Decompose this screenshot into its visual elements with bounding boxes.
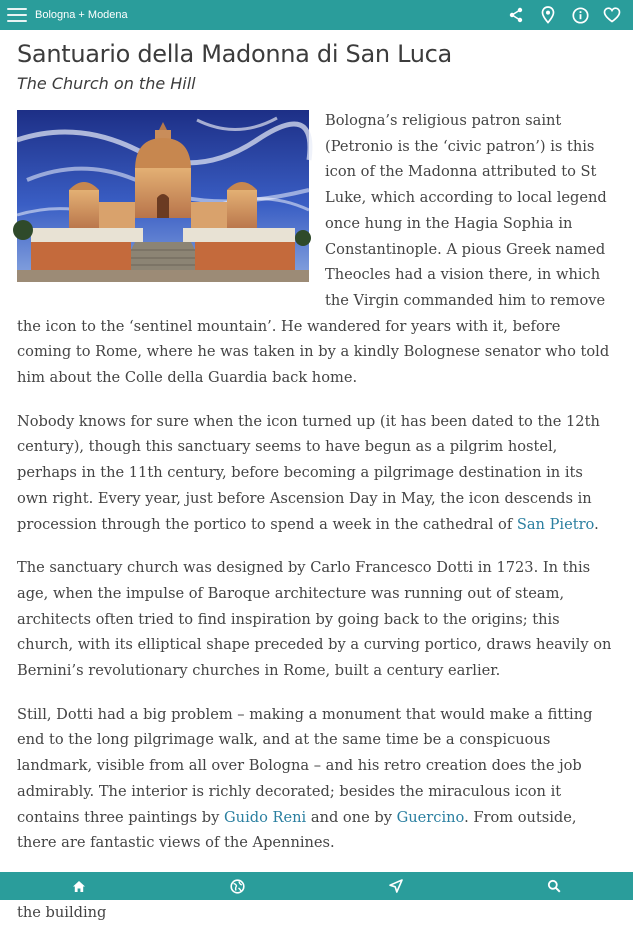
- search-icon[interactable]: [524, 872, 584, 900]
- menu-icon[interactable]: [7, 8, 27, 22]
- navigate-icon[interactable]: [366, 872, 426, 900]
- article-body: [17, 108, 617, 925]
- top-app-bar: [0, 0, 633, 30]
- globe-icon[interactable]: [207, 872, 267, 900]
- article: [17, 36, 617, 921]
- paragraph-3: The sanctuary church was designed by Carlo Francesco Dotti in 1723. In this age, when the impulse of Baroque architecture was running out of steam, architects often tried to find inspiration by going back to the origins; this church, with its elliptical shape preceded by a curving portico, draws heavily on Bernini’s revolutionary churches in Rome, built a century earlier.: [17, 559, 612, 680]
- link-san-pietro[interactable]: San Pietro: [516, 515, 595, 533]
- bottom-nav: [0, 872, 633, 900]
- page-title: Santuario della Madonna di San Luca: [17, 40, 452, 68]
- info-icon[interactable]: [571, 6, 589, 24]
- paragraph-2: Nobody knows for sure when the icon turned up (it has been dated to the 12th century), though this sanctuary seems to have begun as a pilgrim hostel, perhaps in the 11th century, before becoming a pilgrimage destination in its own right. Every year, just before Ascension Day in May, the icon descends in procession through the portico to spend a week in the cathedral of San Pietro.: [17, 412, 600, 533]
- paragraph-1: Bologna’s religious patron saint (Petronio is the ‘civic patron’) is this icon of the Madonna attributed to St Luke, which according to local legend once hung in the Hagia Sophia in Constantinople. A pious Greek named Theocles had a vision there, in which the Virgin commanded him to remove the icon to the ‘sentinel mountain’. He wandered for years with it, before coming to Rome, where he was taken in by a kindly Bolognese senator who told him about the Colle della Guardia back home.: [17, 112, 610, 387]
- heart-icon[interactable]: [603, 6, 621, 24]
- page-subtitle: The Church on the Hill: [17, 74, 196, 93]
- share-icon[interactable]: [507, 6, 525, 24]
- link-guido-reni[interactable]: Guido Reni: [224, 808, 307, 826]
- home-icon[interactable]: [49, 872, 109, 900]
- link-guercino[interactable]: Guercino: [396, 808, 465, 826]
- app-title: Bologna + Modena: [35, 9, 128, 21]
- paragraph-4: Still, Dotti had a big problem – making a monument that would make a fitting end to the long pilgrimage walk, and at the same time be a conspicuous landmark, visible from all over Bologna – and his retro creation does the job admirably. The interior is richly decorated; besides the miraculous icon it contains three paintings by Guido Reni and one by Guercino. From outside, there are fantastic views of the Apennines.: [17, 705, 593, 852]
- top-actions: [507, 0, 621, 30]
- map-pin-icon[interactable]: [539, 6, 557, 24]
- paragraph-5: the building: [17, 903, 107, 921]
- sanctuary-photo: [17, 110, 309, 282]
